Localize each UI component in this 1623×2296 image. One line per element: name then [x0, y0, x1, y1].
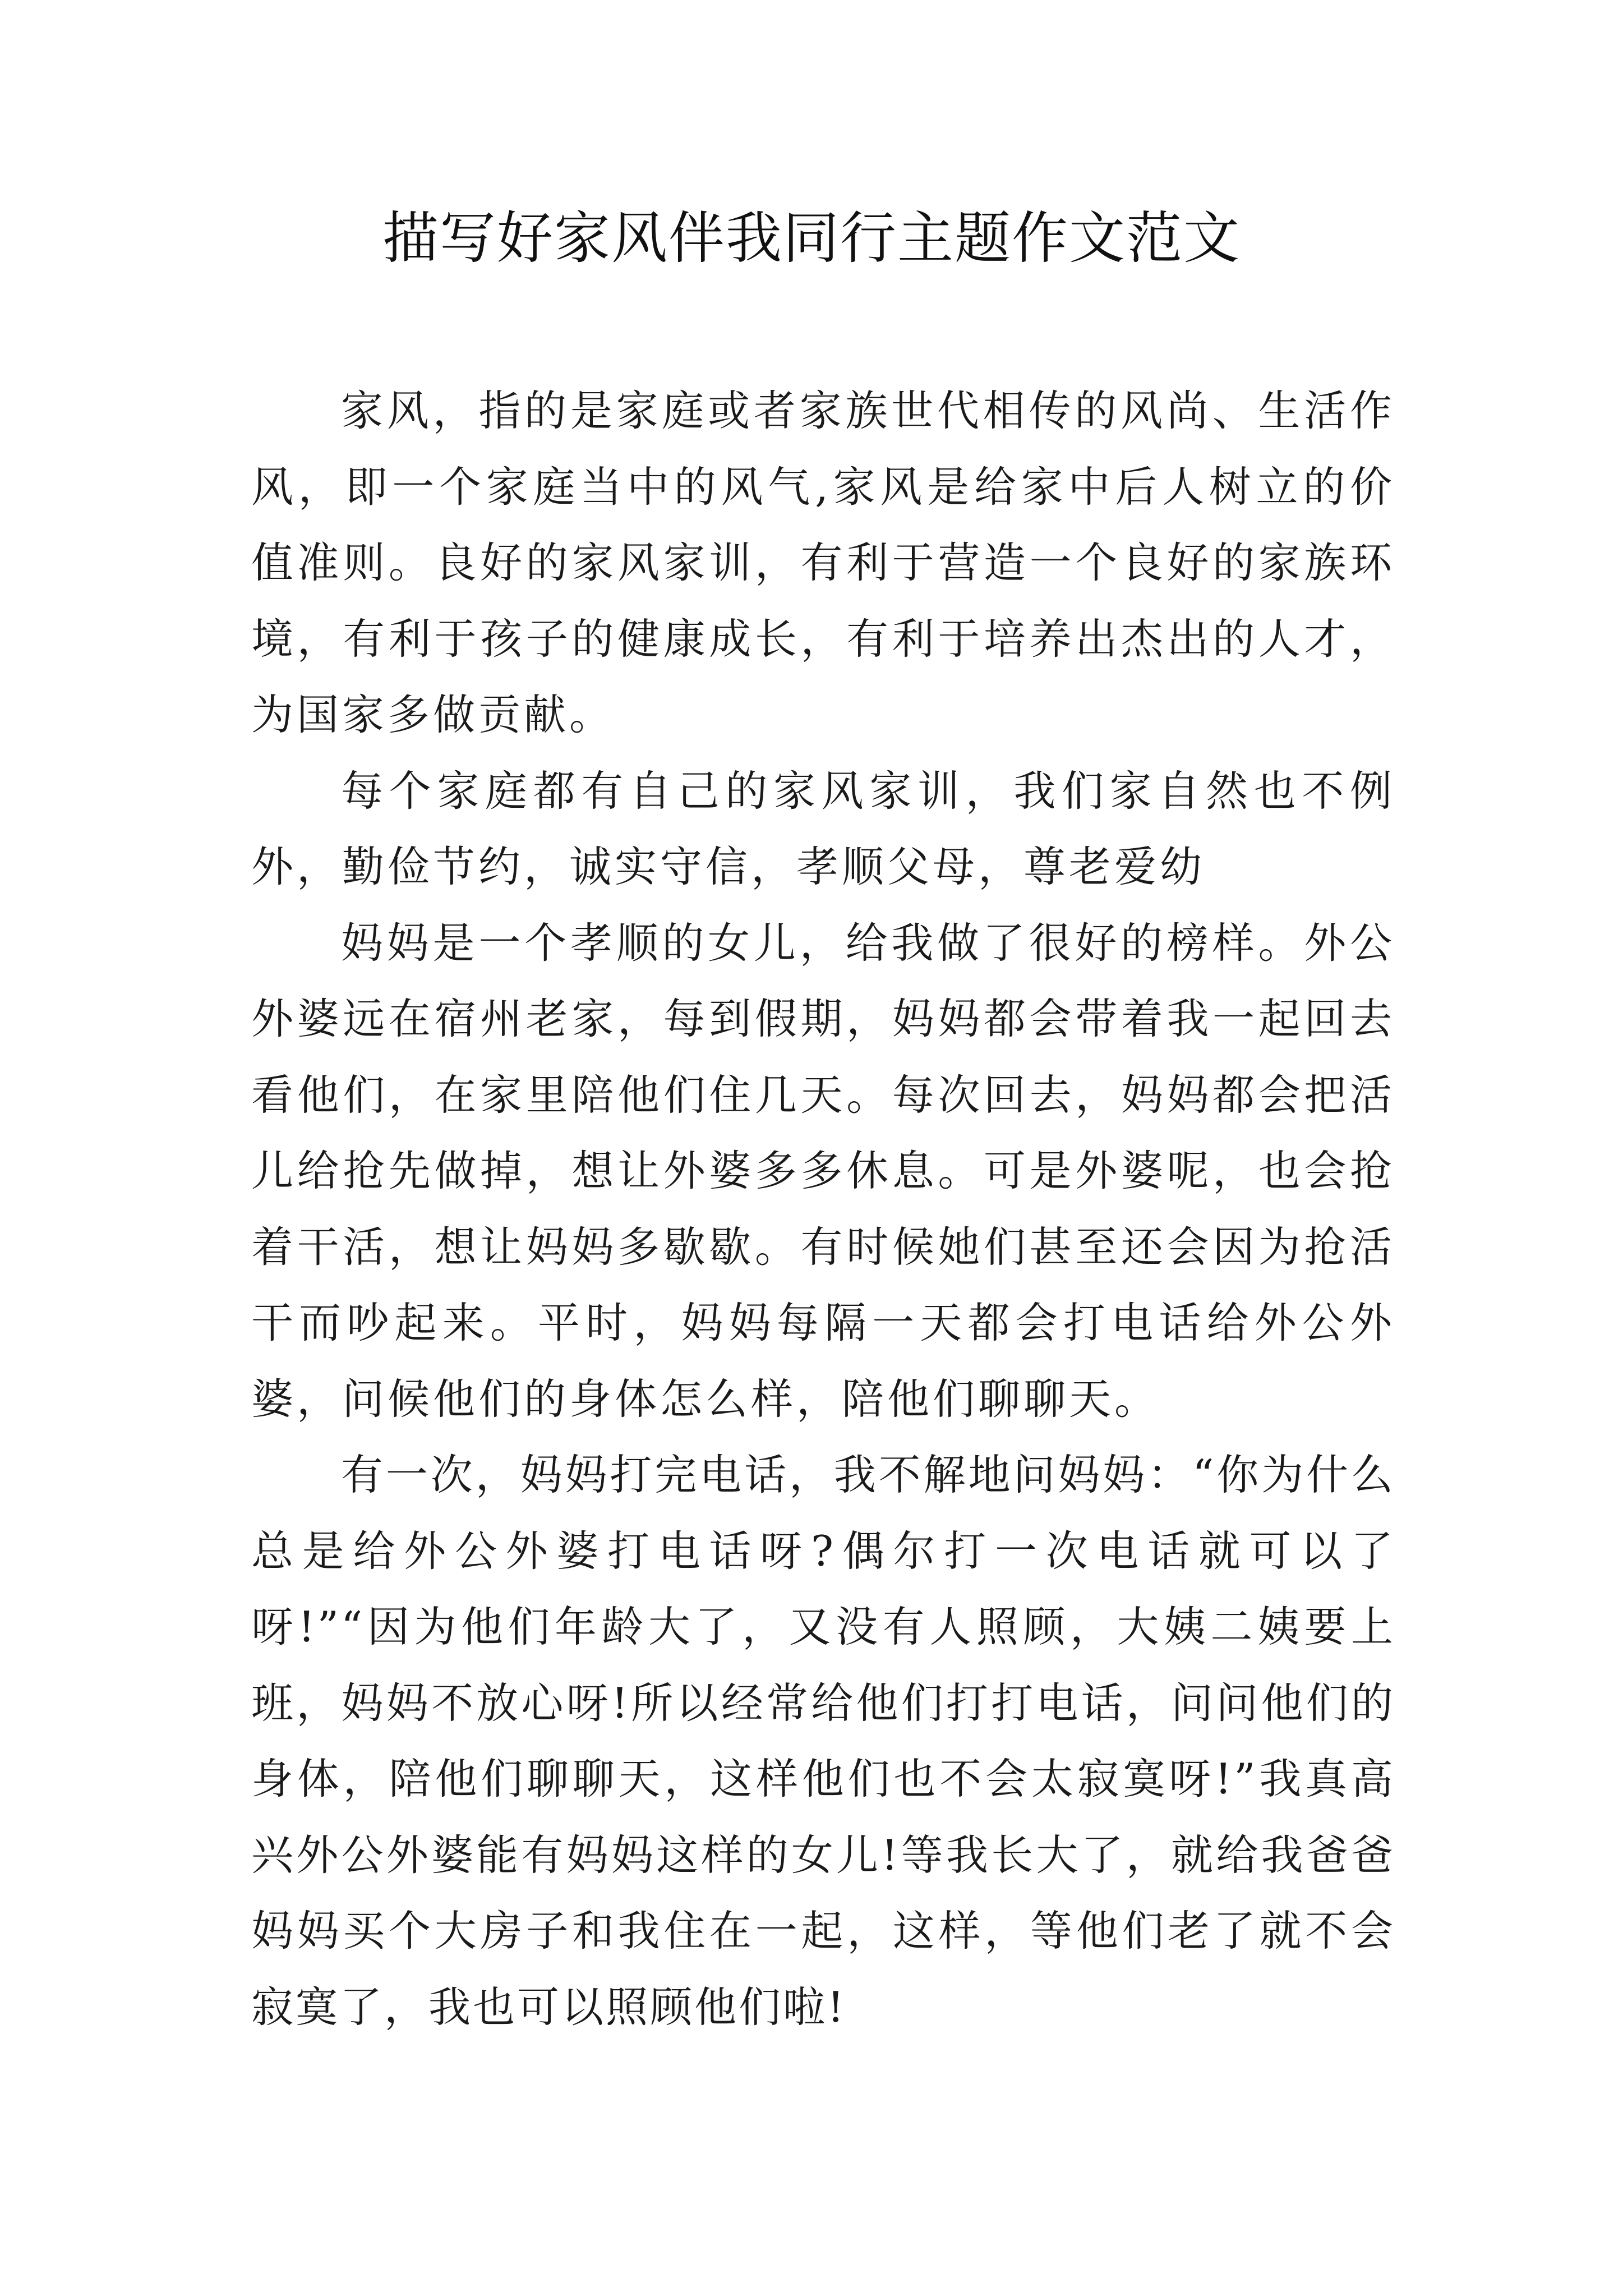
- paragraph-1: 家风，指的是家庭或者家族世代相传的风尚、生活作风，即一个家庭当中的风气,家风是给家中后人树立的价值准则。良好的家风家训，有利于营造一个良好的家族环境，有利于孩子的健康成长，有利于培养出杰出的人才，为国家多做贡献。: [251, 386, 1395, 739]
- document-body: [251, 373, 1395, 2045]
- paragraph-3: 妈妈是一个孝顺的女儿，给我做了很好的榜样。外公外婆远在宿州老家，每到假期，妈妈都会带着我一起回去看他们，在家里陪他们住几天。每次回去，妈妈都会把活儿给抢先做掉，想让外婆多多休息。可是外婆呢，也会抢着干活，想让妈妈多歇歇。有时候她们甚至还会因为抢活干而吵起来。平时，妈妈每隔一天都会打电话给外公外婆，问候他们的身体怎么样，陪他们聊聊天。: [251, 918, 1395, 1424]
- paragraph-4: 有一次，妈妈打完电话，我不解地问妈妈：“你为什么总是给外公外婆打电话呀?偶尔打一次电话就可以了呀!”“因为他们年龄大了，又没有人照顾，大姨二姨要上班，妈妈不放心呀!所以经常给他们打打电话，问问他们的身体，陪他们聊聊天，这样他们也不会太寂寞呀!”我真高兴外公外婆能有妈妈这样的女儿!等我长大了，就给我爸爸妈妈买个大房子和我住在一起，这样，等他们老了就不会寂寞了，我也可以照顾他们啦!: [251, 1450, 1395, 2032]
- document-title: 描写好家风伴我同行主题作文范文: [382, 205, 1241, 271]
- paragraph-2: 每个家庭都有自己的家风家训，我们家自然也不例外，勤俭节约，诚实守信，孝顺父母，尊老爱幼: [251, 766, 1395, 891]
